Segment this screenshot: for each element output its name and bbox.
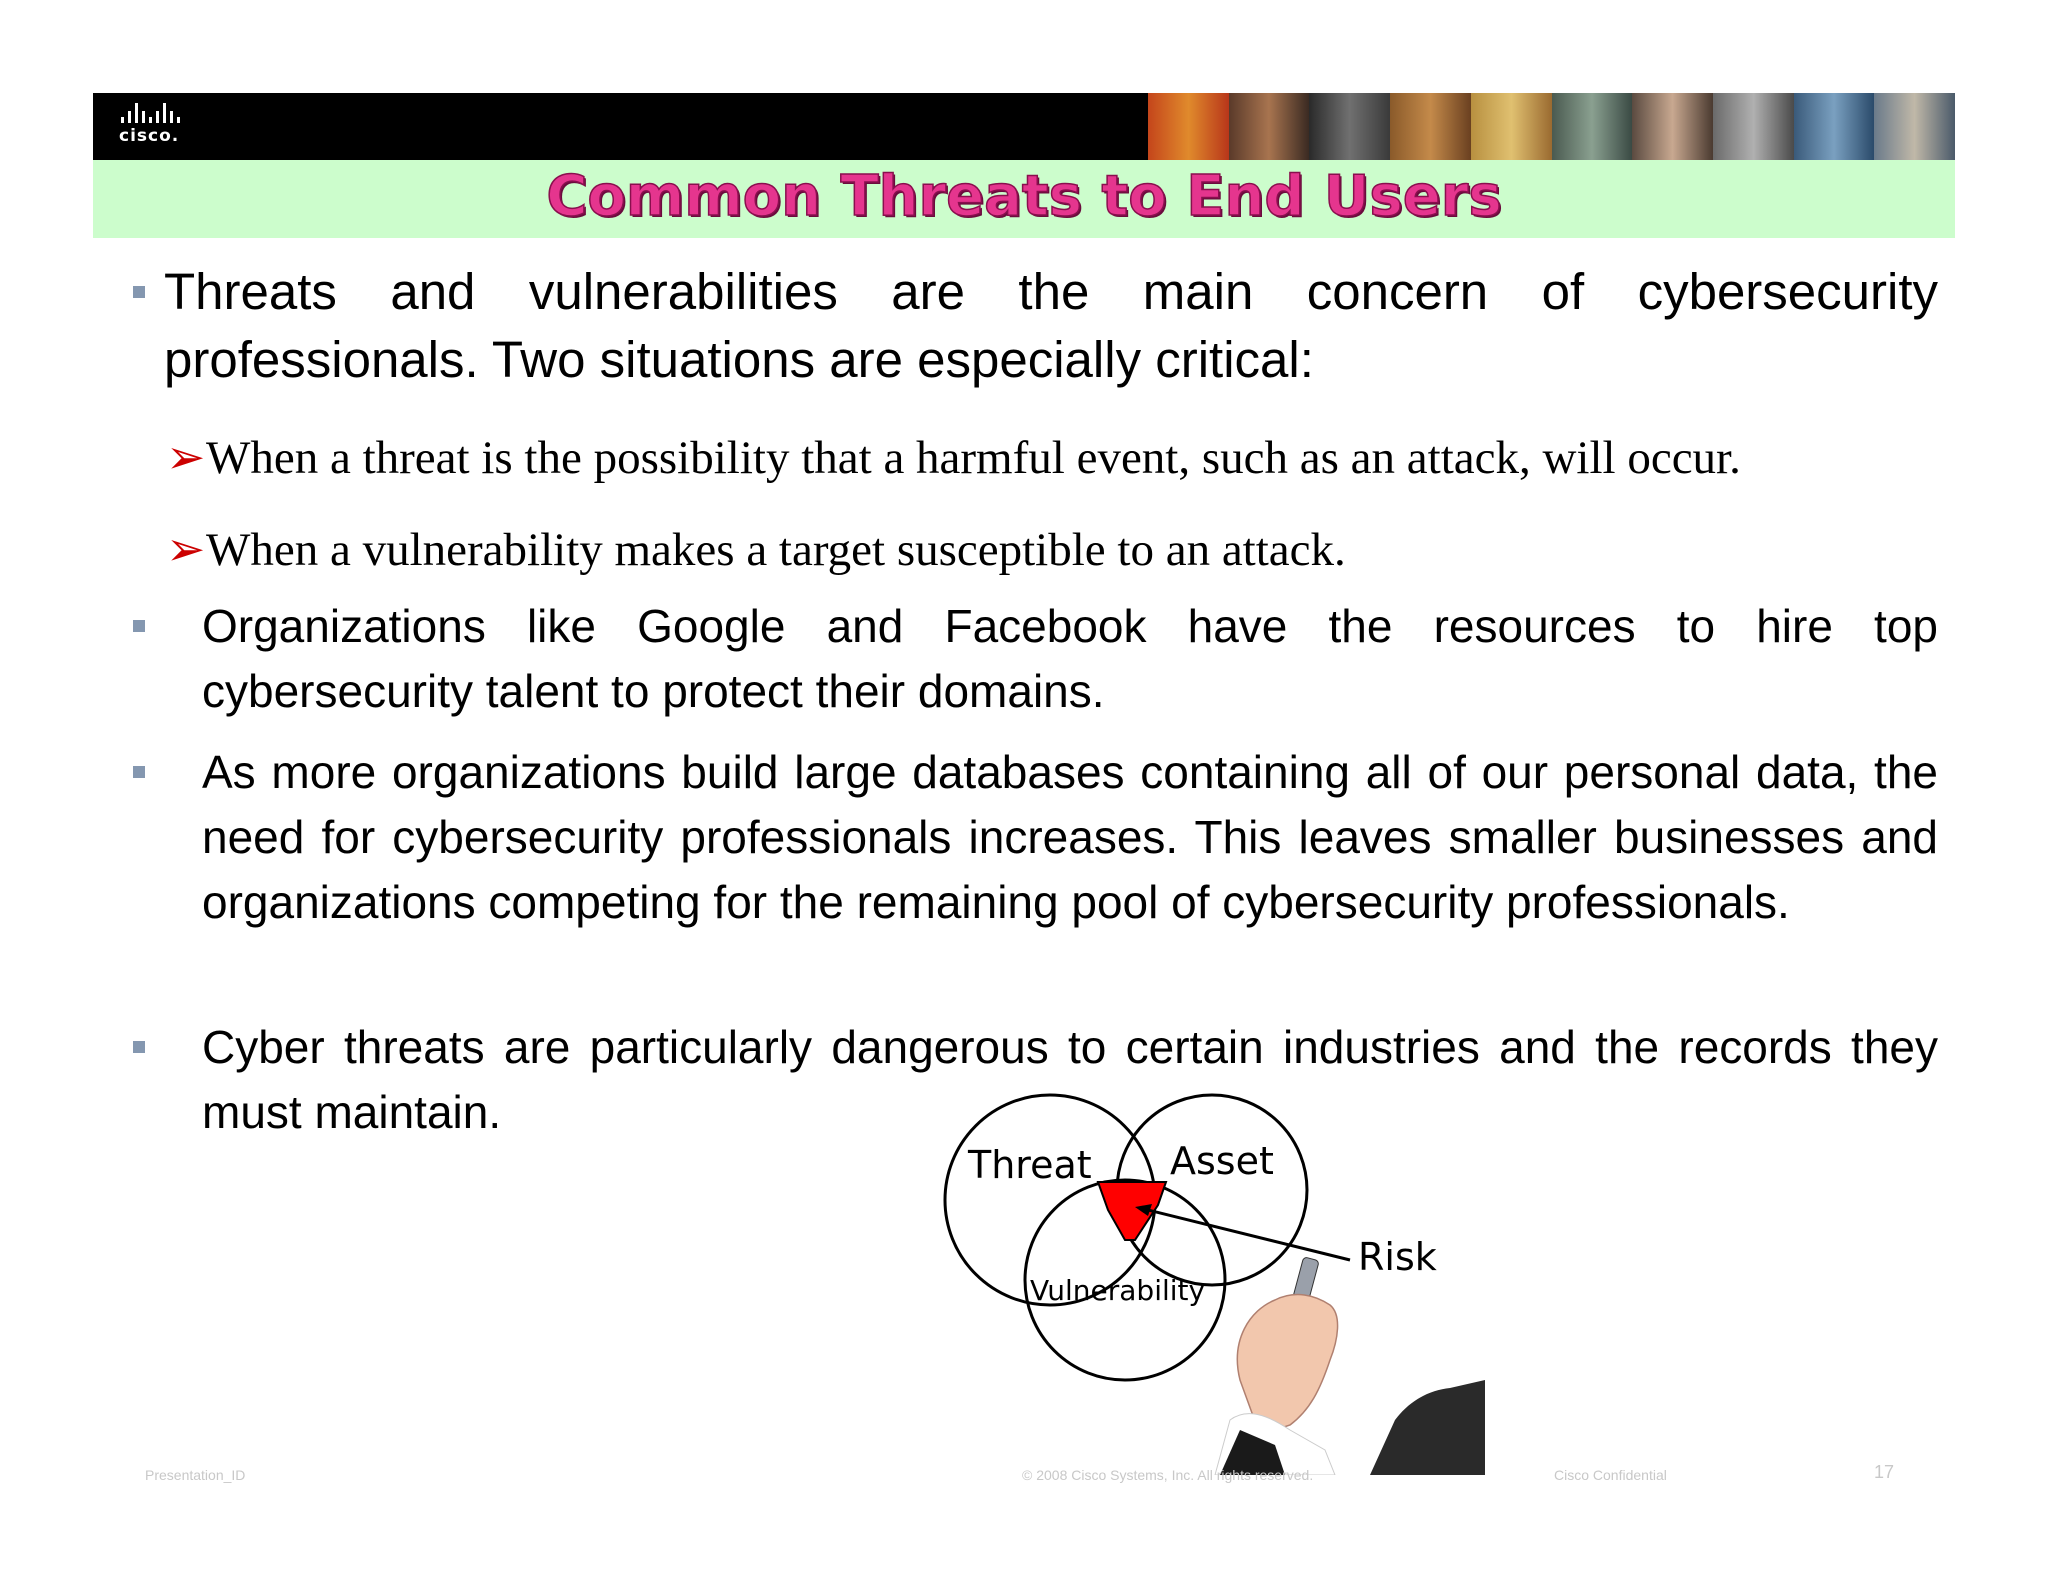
photo-tile bbox=[1148, 93, 1229, 160]
bullet-paragraph: Cyber threats are particularly dangerous to certain industries and the records they must maintain. bbox=[202, 1021, 1938, 1138]
photo-tile bbox=[1471, 93, 1552, 160]
cisco-logo bbox=[119, 103, 199, 149]
photo-tile bbox=[1390, 93, 1471, 160]
sub-item-text: When a threat is the possibility that a harmful event, such as an attack, will occur. bbox=[206, 432, 1741, 484]
threat-label: Threat bbox=[968, 1143, 1092, 1187]
footer-confidential: Cisco Confidential bbox=[1554, 1467, 1667, 1483]
risk-label: Risk bbox=[1358, 1235, 1437, 1279]
logo-text: cisco. bbox=[119, 126, 180, 146]
photo-strip bbox=[1148, 93, 1955, 160]
arrow-bullet-icon: ➢ bbox=[166, 524, 206, 576]
cisco-bars-icon bbox=[121, 103, 199, 123]
slide-title: Common Threats to End Users bbox=[546, 164, 1502, 229]
bullet-icon bbox=[133, 766, 145, 778]
sub-item bbox=[166, 428, 1741, 488]
top-banner bbox=[93, 93, 1955, 160]
photo-tile bbox=[1229, 93, 1310, 160]
hand-with-marker-icon bbox=[1215, 1257, 1485, 1475]
sub-item-text: When a vulnerability makes a target susceptible to an attack. bbox=[206, 524, 1346, 576]
photo-tile bbox=[1874, 93, 1955, 160]
sub-item bbox=[166, 520, 1346, 580]
venn-diagram-icon bbox=[930, 1090, 1490, 1475]
risk-pointer-line bbox=[1140, 1208, 1350, 1260]
arrow-bullet-icon: ➢ bbox=[166, 432, 206, 484]
title-bar bbox=[93, 160, 1955, 238]
photo-tile bbox=[1309, 93, 1390, 160]
asset-label: Asset bbox=[1170, 1139, 1274, 1183]
footer-presentation-id: Presentation_ID bbox=[145, 1467, 246, 1483]
bullet-icon bbox=[133, 286, 145, 298]
bullet-icon bbox=[133, 1041, 145, 1053]
vulnerability-label: Vulnerability bbox=[1030, 1274, 1206, 1307]
bullet-icon bbox=[133, 620, 145, 632]
footer-copyright: © 2008 Cisco Systems, Inc. All rights reserved. bbox=[1022, 1467, 1314, 1483]
bullet-paragraph: Organizations like Google and Facebook have the resources to hire top cybersecurity talent to protect their domains. bbox=[202, 600, 1938, 717]
photo-tile bbox=[1713, 93, 1794, 160]
photo-tile bbox=[1632, 93, 1713, 160]
bullet-paragraph: As more organizations build large databases containing all of our personal data, the need for cybersecurity professionals increases. This leaves smaller businesses and organizations competing for the remaining pool of cybersecurity professionals. bbox=[202, 746, 1938, 928]
photo-tile bbox=[1794, 93, 1875, 160]
photo-tile bbox=[1552, 93, 1633, 160]
page-number: 17 bbox=[1874, 1462, 1895, 1482]
intro-paragraph: Threats and vulnerabilities are the main concern of cybersecurity professionals. Two situations are especially critical: bbox=[164, 263, 1938, 388]
